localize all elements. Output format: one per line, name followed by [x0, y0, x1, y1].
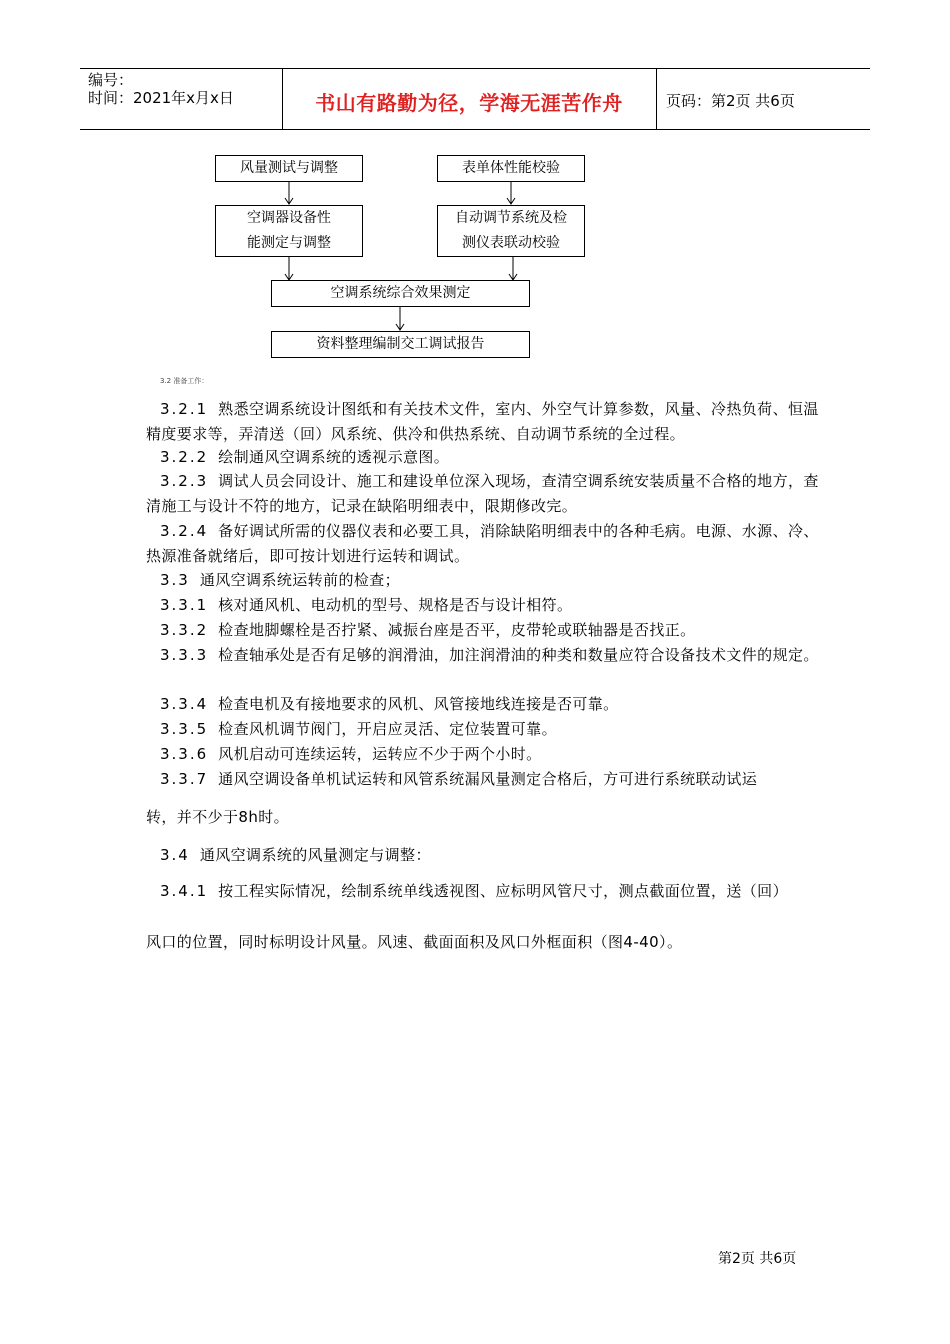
paragraph: 3.4 通风空调系统的风量测定与调整：: [160, 846, 431, 864]
paragraph-continuation: 风口的位置，同时标明设计风量。风速、截面面积及风口外框面积（图4-40）。: [146, 933, 683, 951]
flow-box-system-effect: 空调系统综合效果测定: [271, 280, 530, 307]
paragraph: 3.2.3 调试人员会同设计、施工和建设单位深入现场，查清空调系统安装质量不合格的地方，查清施工与设计不符的地方，记录在缺陷明细表中，限期修改完。: [146, 472, 819, 515]
paragraph: 3.2.1 熟悉空调系统设计图纸和有关技术文件，室内、外空气计算参数，风量、冷热负荷、恒温精度要求等，弄清送（回）风系统、供冷和供热系统、自动调节系统的全过程。: [146, 400, 819, 443]
paragraph: 3.4.1 按工程实际情况，绘制系统单线透视图、应标明风管尺寸，测点截面位置，送（回）: [160, 882, 788, 900]
paragraph: 3.3.5 检查风机调节阀门，开启应灵活、定位装置可靠。: [160, 720, 557, 738]
paragraph: 3.3.1 核对通风机、电动机的型号、规格是否与设计相符。: [160, 596, 573, 614]
paragraph: 3.3.7 通风空调设备单机试运转和风管系统漏风量测定合格后，方可进行系统联动试运: [160, 770, 758, 788]
paragraph: 3.2.4 备好调试所需的仪器仪表和必要工具，消除缺陷明细表中的各种毛病。电源、水源、冷、热源准备就绪后，即可按计划进行运转和调试。: [146, 522, 819, 565]
paragraph: 3.3 通风空调系统运转前的检查；: [160, 571, 401, 589]
paragraph: 3.3.6 风机启动可连续运转，运转应不少于两个小时。: [160, 745, 542, 763]
paragraph: 3.3.4 检查电机及有接地要求的风机、风管接地线连接是否可靠。: [160, 695, 619, 713]
paragraph: 3.3.2 检查地脚螺栓是否拧紧、减振台座是否平，皮带轮或联轴器是否找正。: [160, 621, 696, 639]
paragraph: 3.2.2 绘制通风空调系统的透视示意图。: [160, 448, 450, 466]
section-caption: 3.2 准备工作：: [160, 377, 209, 385]
header-time: 时间：2021年x月x日: [88, 89, 234, 107]
flow-box-unit-performance: 表单体性能校验: [437, 155, 585, 182]
flow-box-aircon-equipment: 空调器设备性 能测定与调整: [215, 205, 363, 257]
paragraph: 3.3.3 检查轴承处是否有足够的润滑油，加注润滑油的种类和数量应符合设备技术文件的规定。: [160, 646, 819, 664]
header-motto: 书山有路勤为径，学海无涯苦作舟: [315, 91, 623, 115]
flow-box-report: 资料整理编制交工调试报告: [271, 331, 530, 358]
header-page-number: 页码：第2页 共6页: [666, 92, 795, 110]
paragraph-continuation: 转，并不少于8h时。: [146, 808, 290, 826]
flowchart-connectors: [0, 0, 950, 370]
header-number: 编号：: [88, 71, 134, 89]
flow-box-auto-control: 自动调节系统及检 测仪表联动校验: [437, 205, 585, 257]
page-footer: 第2页 共6页: [718, 1251, 797, 1267]
flow-box-airflow-test: 风量测试与调整: [215, 155, 363, 182]
